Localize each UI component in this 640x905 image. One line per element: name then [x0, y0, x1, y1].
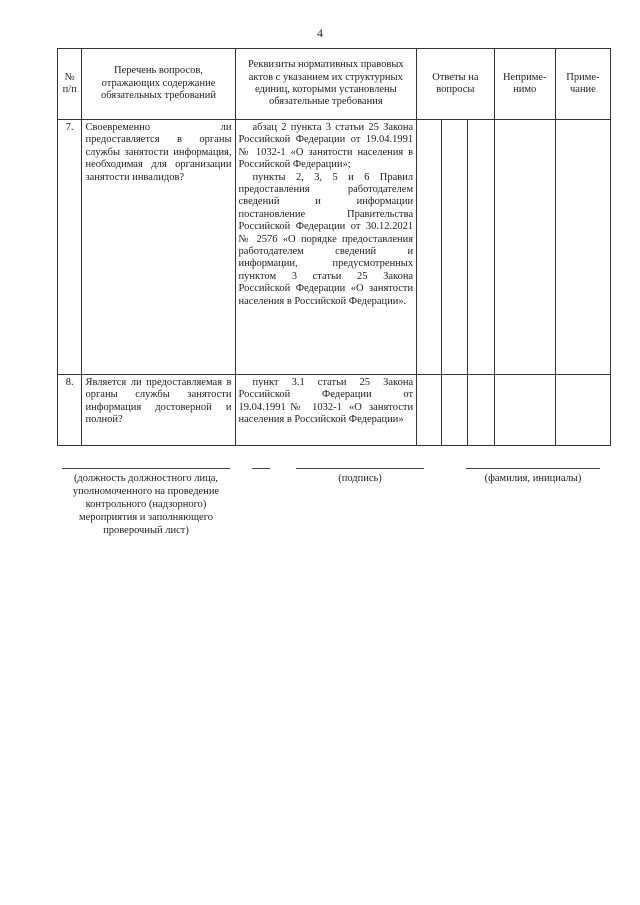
- position-signature-line: [62, 468, 230, 469]
- answer-cell-yes[interactable]: [417, 120, 441, 375]
- row-requisites: [235, 120, 417, 375]
- header-not-applicable: Неприме-нимо: [494, 49, 555, 120]
- row-question: Является ли предоставляемая в органы службы занятости информация достоверной и полной?: [82, 375, 235, 446]
- header-requisites: Реквизиты нормативных правовых актов с указанием их структурных единиц, которыми установлены обязательные требования: [235, 49, 417, 120]
- row-number: 8.: [58, 375, 82, 446]
- row-number: 7.: [58, 120, 82, 375]
- row-question: Своевременно ли предоставляется в органы службы занятости информация, необходимая для организации занятости инвалидов?: [82, 120, 235, 375]
- header-questions: Перечень вопросов, отражающих содержание обязательных требований: [82, 49, 235, 120]
- requisite-paragraph: абзац 2 пункта 3 статьи 25 Закона Российской Федерации от 19.04.1991 № 1032-1 «О занятости населения в Российской Федерации»;: [238, 122, 414, 171]
- table-row: [58, 375, 611, 446]
- table-row: [58, 120, 611, 375]
- not-applicable-cell[interactable]: [494, 120, 555, 375]
- answer-cell-extra[interactable]: [468, 120, 495, 375]
- header-num: № п/п: [58, 49, 82, 120]
- signature-dash: [252, 468, 270, 469]
- not-applicable-cell[interactable]: [494, 375, 555, 446]
- note-cell[interactable]: [555, 120, 610, 375]
- answer-cell-no[interactable]: [441, 120, 468, 375]
- header-answers: Ответы на вопросы: [417, 49, 495, 120]
- answer-cell-extra[interactable]: [468, 375, 495, 446]
- position-caption: (должность должностного лица, уполномоченного на проведение контрольного (надзорного) мероприятия и заполняющего проверочный лист): [72, 473, 220, 536]
- answer-cell-no[interactable]: [441, 375, 468, 446]
- checklist-table: [57, 48, 611, 446]
- page-number: 4: [317, 26, 323, 40]
- name-signature-line: [466, 468, 600, 469]
- note-cell[interactable]: [555, 375, 610, 446]
- header-note: Приме-чание: [555, 49, 610, 120]
- table-header-row: [58, 49, 611, 120]
- signature-line: [296, 468, 424, 469]
- answer-cell-yes[interactable]: [417, 375, 441, 446]
- row-requisites: [235, 375, 417, 446]
- name-caption: (фамилия, инициалы): [484, 473, 582, 484]
- signature-caption: (подпись): [338, 473, 382, 484]
- requisite-paragraph: пункты 2, 3, 5 и 6 Правил предоставления работодателем сведений и информации постановление Правительства Российской Федерации от 30.12.2021 № 2576 «О порядке предоставления работодателем сведений и информации, предусмотренных пунктом 3 статьи 25 Закона Российской Федерации «О занятости населения в Российской Федерации».: [238, 171, 414, 307]
- requisite-paragraph: пункт 3.1 статьи 25 Закона Российской Федерации от 19.04.1991№ 1032-1 «О занятости населения в Российской Федерации»: [238, 377, 414, 426]
